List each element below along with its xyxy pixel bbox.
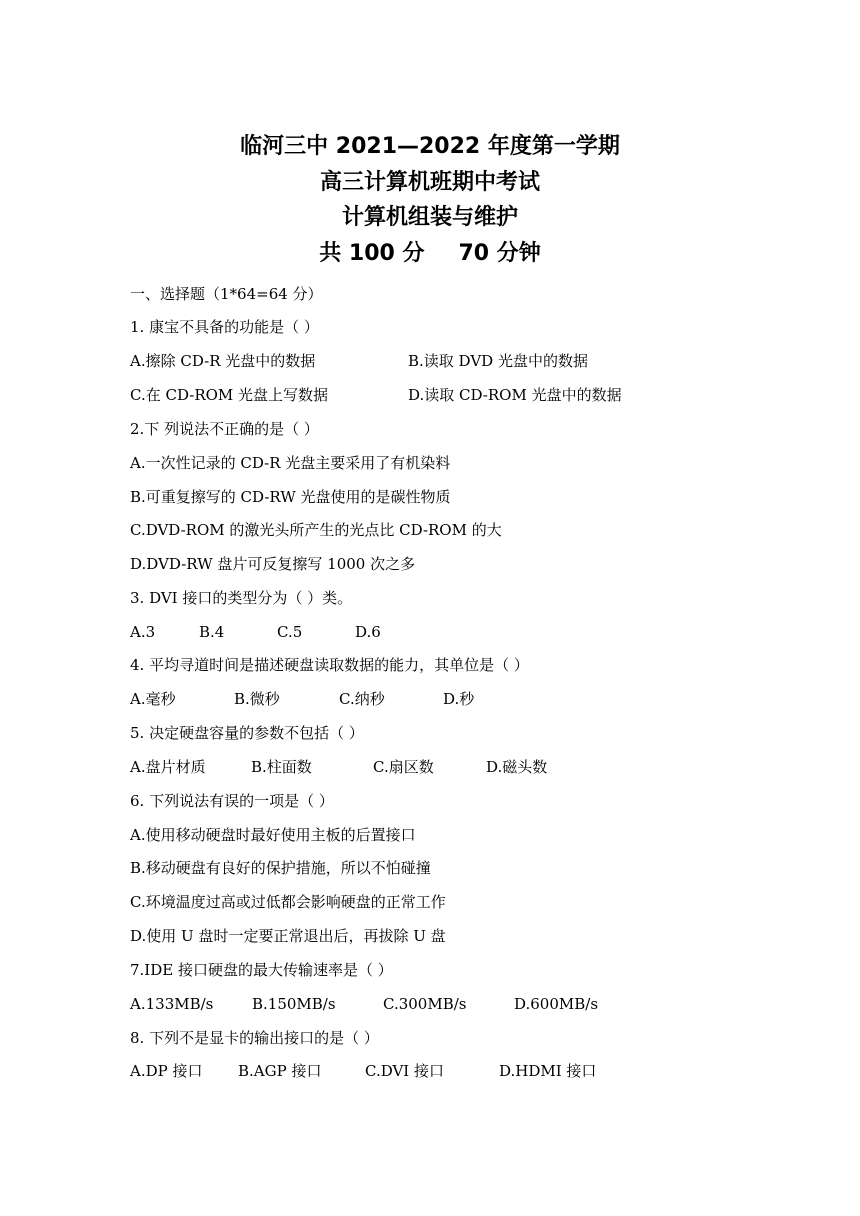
option-row — [130, 1061, 596, 1081]
question-stem: 1. 康宝不具备的功能是（ ） — [130, 318, 319, 336]
school-term-title: 临河三中 2021—2022 年度第一学期 — [240, 134, 620, 159]
exam-duration: 70 分钟 — [458, 241, 541, 266]
option: B.150MB/s — [252, 995, 336, 1013]
option: A.133MB/s — [130, 995, 214, 1013]
question-stem: 6. 下列说法有误的一项是（ ） — [130, 792, 334, 810]
option: B.读取 DVD 光盘中的数据 — [408, 352, 588, 370]
option: A.使用移动硬盘时最好使用主板的后置接口 — [130, 826, 416, 844]
option-row — [130, 351, 588, 371]
option: C.扇区数 — [373, 758, 434, 776]
option-row — [130, 622, 381, 642]
option-row — [130, 385, 622, 405]
option: B.柱面数 — [251, 758, 312, 776]
option: D.使用 U 盘时一定要正常退出后，再拔除 U 盘 — [130, 927, 446, 945]
option: A.盘片材质 — [130, 758, 206, 776]
option-row — [130, 757, 547, 777]
option: B.可重复擦写的 CD-RW 光盘使用的是碳性物质 — [130, 488, 451, 506]
question-stem: 8. 下列不是显卡的输出接口的是（ ） — [130, 1029, 379, 1047]
question-stem: 7.IDE 接口硬盘的最大传输速率是（ ） — [130, 961, 393, 979]
option: D.HDMI 接口 — [499, 1062, 597, 1080]
option: B.AGP 接口 — [238, 1062, 322, 1080]
option-row — [130, 994, 598, 1014]
option: D.6 — [355, 623, 381, 641]
option: A.擦除 CD-R 光盘中的数据 — [130, 352, 316, 370]
option: A.3 — [130, 623, 156, 641]
question-stem: 3. DVI 接口的类型分为（ ）类。 — [130, 589, 353, 607]
section-heading: 一、选择题（1*64=64 分） — [130, 285, 323, 303]
score-duration-line — [0, 241, 860, 267]
subject-title: 计算机组装与维护 — [341, 205, 518, 230]
option: C.DVI 接口 — [365, 1062, 444, 1080]
option: A.一次性记录的 CD-R 光盘主要采用了有机染料 — [130, 454, 451, 472]
option: C.环境温度过高或过低都会影响硬盘的正常工作 — [130, 893, 446, 911]
exam-title: 高三计算机班期中考试 — [319, 170, 540, 195]
option: C.在 CD-ROM 光盘上写数据 — [130, 386, 329, 404]
option: D.DVD-RW 盘片可反复擦写 1000 次之多 — [130, 555, 416, 573]
option: A.DP 接口 — [130, 1062, 203, 1080]
option: C.5 — [277, 623, 303, 641]
option: C.纳秒 — [339, 690, 385, 708]
option: C.DVD-ROM 的激光头所产生的光点比 CD-ROM 的大 — [130, 521, 502, 539]
question-stem: 4. 平均寻道时间是描述硬盘读取数据的能力，其单位是（ ） — [130, 656, 529, 674]
option: A.毫秒 — [130, 690, 176, 708]
question-stem: 5. 决定硬盘容量的参数不包括（ ） — [130, 724, 364, 742]
option: D.读取 CD-ROM 光盘中的数据 — [408, 386, 622, 404]
option: D.磁头数 — [486, 758, 548, 776]
question-stem: 2.下 列说法不正确的是（ ） — [130, 420, 319, 438]
option: B.微秒 — [234, 690, 280, 708]
option-row — [130, 689, 474, 709]
total-score: 共 100 分 — [319, 241, 425, 266]
option: B.4 — [199, 623, 225, 641]
option: D.秒 — [443, 690, 475, 708]
option: B.移动硬盘有良好的保护措施，所以不怕碰撞 — [130, 859, 431, 877]
option: D.600MB/s — [514, 995, 599, 1013]
option: C.300MB/s — [383, 995, 467, 1013]
